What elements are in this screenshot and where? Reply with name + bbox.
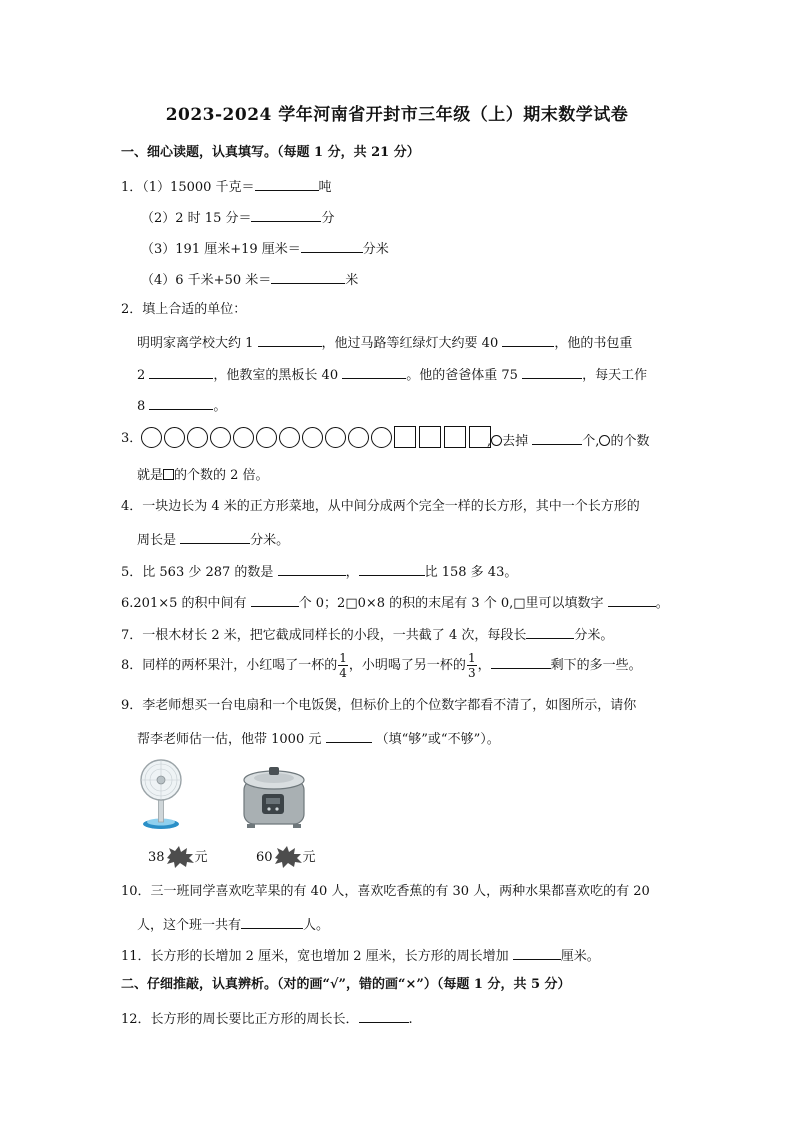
circle-symbol-icon <box>599 435 610 446</box>
question-7 <box>121 626 613 642</box>
question-text: ，小明喝了另一杯的 <box>348 658 466 673</box>
question-text: ，他教室的黑板长 40 <box>213 368 339 383</box>
answer-blank[interactable] <box>258 334 322 347</box>
circle-shape <box>279 427 300 448</box>
circle-shape <box>325 427 346 448</box>
question-text: 6.201×5 的积中间有 <box>121 596 247 611</box>
ink-smudge-icon <box>165 846 195 868</box>
circle-shape <box>210 427 231 448</box>
question-text: 去掉 <box>502 434 529 449</box>
question-text: 12．长方形的周长要比正方形的周长长． <box>121 1012 359 1027</box>
section-2-heading: 二、仔细推敲，认真辨析。（对的画“√”，错的画“×”）（每题 1 分，共 5 分） <box>121 977 571 992</box>
answer-blank[interactable] <box>251 594 299 607</box>
answer-blank[interactable] <box>526 626 574 639</box>
question-text: 周长是 <box>137 533 177 548</box>
ink-smudge-icon <box>273 846 303 868</box>
question-text: ，他的书包重 <box>554 336 633 351</box>
question-2-label: 2．填上合适的单位： <box>121 302 247 317</box>
question-text: 人。 <box>303 918 330 933</box>
cooker-price <box>256 846 316 868</box>
question-text: ， <box>477 658 491 673</box>
question-text: 8 <box>137 399 146 414</box>
answer-blank[interactable] <box>271 271 345 284</box>
question-12 <box>121 1010 413 1026</box>
answer-blank[interactable] <box>359 1010 409 1023</box>
shape-row <box>141 425 494 449</box>
question-9-line-1: 9．李老师想买一台电扇和一个电饭煲，但标价上的个位数字都看不清了，如图所示，请你 <box>121 698 637 713</box>
question-text: , <box>487 434 492 449</box>
square-shape <box>394 426 416 448</box>
question-text: （2）2 时 15 分＝ <box>141 211 252 226</box>
question-1a <box>121 178 332 194</box>
answer-blank[interactable] <box>502 334 554 347</box>
question-1b <box>141 209 335 225</box>
question-text: 2 <box>137 368 146 383</box>
answer-blank[interactable] <box>608 594 656 607</box>
circle-symbol-icon <box>491 435 502 446</box>
question-text: ，每天工作 <box>582 368 648 383</box>
answer-blank[interactable] <box>342 366 406 379</box>
price-unit: 元 <box>302 849 316 865</box>
question-text: 厘米。 <box>560 949 600 964</box>
price-prefix: 60 <box>256 849 273 865</box>
circle-shape <box>233 427 254 448</box>
question-text: 明明家离学校大约 1 <box>137 336 254 351</box>
price-prefix: 38 <box>148 849 165 865</box>
square-symbol-icon <box>163 469 174 480</box>
page-title: 2023-2024 学年河南省开封市三年级（上）期末数学试卷 <box>165 105 629 125</box>
price-unit: 元 <box>194 849 208 865</box>
answer-blank[interactable] <box>326 730 372 743</box>
rice-cooker-icon <box>241 764 307 832</box>
question-text: 人，这个班一共有 <box>137 918 242 933</box>
question-4-line-2 <box>137 531 289 547</box>
question-text: 吨 <box>318 180 332 195</box>
question-text: ， <box>345 565 359 580</box>
question-8 <box>121 652 642 680</box>
answer-blank[interactable] <box>522 366 582 379</box>
electric-fan-icon <box>136 758 186 832</box>
question-2-line-2 <box>137 366 647 382</box>
question-text: 。 <box>655 596 669 611</box>
circle-shape <box>302 427 323 448</box>
question-text: 7．一根木材长 2 米，把它截成同样长的小段，一共截了 4 次，每段长 <box>121 628 527 643</box>
section-1-heading: 一、细心读题，认真填写。（每题 1 分，共 21 分） <box>121 145 420 160</box>
circle-shape <box>187 427 208 448</box>
question-text: 的个数 <box>610 434 650 449</box>
circle-shape <box>348 427 369 448</box>
answer-blank[interactable] <box>241 916 303 929</box>
question-text: 。 <box>213 399 227 414</box>
question-3-number: 3． <box>121 431 143 446</box>
question-text: 个 0；2□0×8 的积的末尾有 3 个 0,□里可以填数字 <box>298 596 604 611</box>
question-text: 分 <box>321 211 335 226</box>
question-text: 分米。 <box>574 628 614 643</box>
question-1c <box>141 240 389 256</box>
fraction-one-quarter: $\frac{1}{4}$ <box>339 651 347 680</box>
answer-blank[interactable] <box>513 947 561 960</box>
question-text: 8．同样的两杯果汁，小红喝了一杯的 <box>121 658 338 673</box>
question-text: 5．比 563 少 287 的数是 <box>121 565 274 580</box>
answer-blank[interactable] <box>149 397 213 410</box>
question-text: 分米。 <box>250 533 290 548</box>
question-text: 分米 <box>362 242 389 257</box>
circle-shape <box>164 427 185 448</box>
question-9-line-2 <box>137 730 500 746</box>
question-text: 。他的爸爸体重 75 <box>406 368 518 383</box>
question-11 <box>121 947 600 963</box>
question-1d <box>141 271 358 287</box>
circle-shape <box>141 427 162 448</box>
question-10-line-1: 10．三一班同学喜欢吃苹果的有 40 人，喜欢吃香蕉的有 30 人，两种水果都喜欢吃的有 20 <box>121 884 650 899</box>
answer-blank[interactable] <box>532 432 582 445</box>
question-10-line-2 <box>137 916 329 932</box>
question-3-text <box>487 432 649 448</box>
question-4-line-1: 4．一块边长为 4 米的正方形菜地，从中间分成两个完全一样的长方形，其中一个长方形的 <box>121 499 640 514</box>
question-5 <box>121 563 517 579</box>
question-text: 米 <box>345 273 359 288</box>
question-text: 就是 <box>137 468 164 483</box>
question-text: 个, <box>582 434 600 449</box>
answer-blank[interactable] <box>301 240 363 253</box>
answer-blank[interactable] <box>149 366 213 379</box>
question-text: . <box>408 1012 413 1027</box>
question-text: （4）6 千米+50 米＝ <box>141 273 272 288</box>
answer-blank[interactable] <box>255 178 319 191</box>
answer-blank[interactable] <box>491 656 551 669</box>
answer-blank[interactable] <box>251 209 321 222</box>
question-text: ，他过马路等红绿灯大约要 40 <box>321 336 499 351</box>
answer-blank[interactable] <box>359 563 425 576</box>
circle-shape <box>256 427 277 448</box>
answer-blank[interactable] <box>278 563 346 576</box>
question-text: 的个数的 2 倍。 <box>174 468 269 483</box>
answer-blank[interactable] <box>180 531 250 544</box>
question-3-line-2 <box>137 469 269 482</box>
square-shape <box>419 426 441 448</box>
square-shape <box>444 426 466 448</box>
question-text: 帮李老师估一估，他带 1000 元 <box>137 732 322 747</box>
question-text: （填“够”或“不够”）。 <box>375 732 500 747</box>
question-text: 1．（1）15000 千克＝ <box>121 180 255 195</box>
question-text: 比 158 多 43。 <box>424 565 518 580</box>
circle-shape <box>371 427 392 448</box>
question-text: 11．长方形的长增加 2 厘米，宽也增加 2 厘米，长方形的周长增加 <box>121 949 509 964</box>
question-text: 剩下的多一些。 <box>550 658 642 673</box>
question-text: （3）191 厘米+19 厘米＝ <box>141 242 301 257</box>
fraction-one-third: $\frac{1}{3}$ <box>467 651 476 680</box>
fan-price <box>148 846 208 868</box>
question-6 <box>121 594 669 610</box>
question-2-line-3 <box>137 397 226 413</box>
question-2-line-1 <box>137 334 632 350</box>
